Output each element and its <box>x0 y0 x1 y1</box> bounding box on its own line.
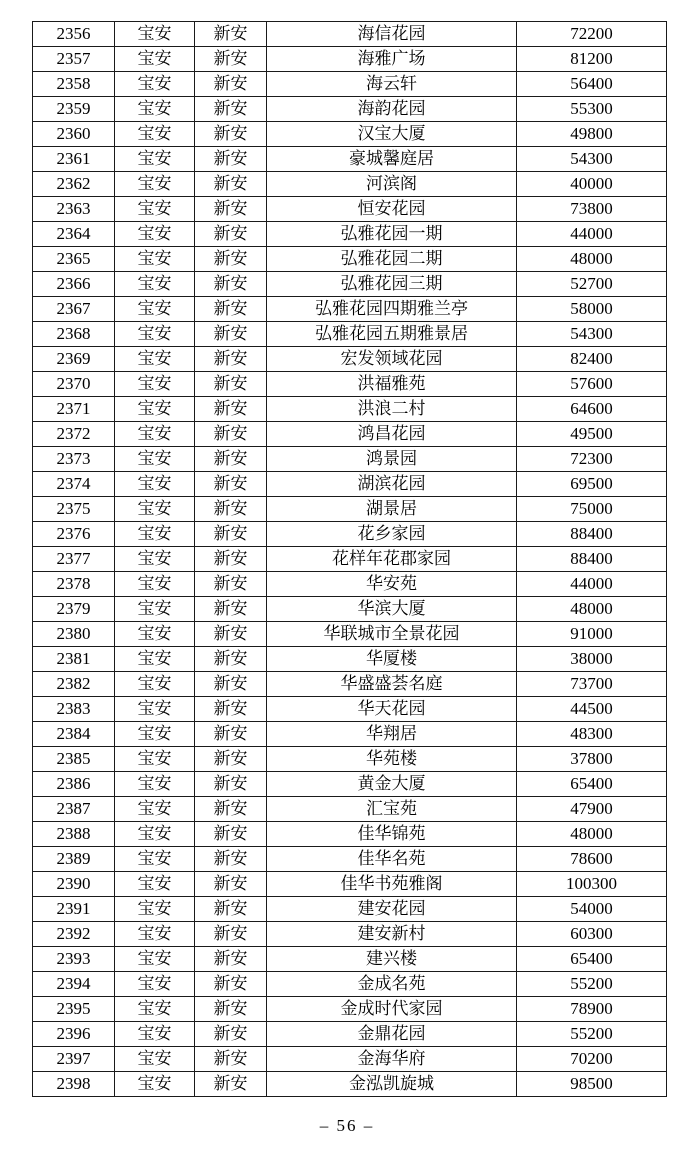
cell-street: 新安 <box>195 22 267 47</box>
cell-street: 新安 <box>195 497 267 522</box>
cell-street: 新安 <box>195 722 267 747</box>
cell-price: 78600 <box>517 847 667 872</box>
table-row <box>33 447 667 472</box>
cell-project-name: 华翔居 <box>267 722 517 747</box>
cell-project-name: 华安苑 <box>267 572 517 597</box>
cell-district: 宝安 <box>115 472 195 497</box>
cell-street: 新安 <box>195 172 267 197</box>
cell-price: 65400 <box>517 772 667 797</box>
cell-district: 宝安 <box>115 372 195 397</box>
cell-street: 新安 <box>195 97 267 122</box>
table-row <box>33 397 667 422</box>
cell-project-name: 河滨阁 <box>267 172 517 197</box>
cell-serial-number: 2372 <box>33 422 115 447</box>
cell-serial-number: 2365 <box>33 247 115 272</box>
cell-street: 新安 <box>195 897 267 922</box>
cell-price: 48300 <box>517 722 667 747</box>
cell-district: 宝安 <box>115 747 195 772</box>
cell-street: 新安 <box>195 197 267 222</box>
cell-serial-number: 2388 <box>33 822 115 847</box>
cell-price: 69500 <box>517 472 667 497</box>
cell-serial-number: 2377 <box>33 547 115 572</box>
cell-district: 宝安 <box>115 897 195 922</box>
cell-project-name: 宏发领域花园 <box>267 347 517 372</box>
cell-street: 新安 <box>195 322 267 347</box>
cell-serial-number: 2370 <box>33 372 115 397</box>
cell-serial-number: 2363 <box>33 197 115 222</box>
cell-serial-number: 2397 <box>33 1047 115 1072</box>
table-row <box>33 872 667 897</box>
table-row <box>33 797 667 822</box>
cell-price: 73700 <box>517 672 667 697</box>
cell-street: 新安 <box>195 347 267 372</box>
cell-serial-number: 2359 <box>33 97 115 122</box>
cell-price: 48000 <box>517 822 667 847</box>
cell-project-name: 汉宝大厦 <box>267 122 517 147</box>
cell-street: 新安 <box>195 122 267 147</box>
cell-district: 宝安 <box>115 447 195 472</box>
table-row <box>33 272 667 297</box>
cell-price: 88400 <box>517 522 667 547</box>
cell-district: 宝安 <box>115 172 195 197</box>
table-row <box>33 922 667 947</box>
cell-street: 新安 <box>195 922 267 947</box>
cell-price: 60300 <box>517 922 667 947</box>
cell-district: 宝安 <box>115 297 195 322</box>
cell-street: 新安 <box>195 797 267 822</box>
cell-district: 宝安 <box>115 397 195 422</box>
cell-serial-number: 2356 <box>33 22 115 47</box>
cell-district: 宝安 <box>115 272 195 297</box>
cell-project-name: 佳华书苑雅阁 <box>267 872 517 897</box>
cell-project-name: 洪浪二村 <box>267 397 517 422</box>
cell-district: 宝安 <box>115 47 195 72</box>
cell-serial-number: 2380 <box>33 622 115 647</box>
cell-district: 宝安 <box>115 572 195 597</box>
table-row <box>33 497 667 522</box>
table-row <box>33 972 667 997</box>
cell-project-name: 湖滨花园 <box>267 472 517 497</box>
cell-district: 宝安 <box>115 797 195 822</box>
cell-project-name: 花乡家园 <box>267 522 517 547</box>
table-row <box>33 622 667 647</box>
table-row <box>33 672 667 697</box>
cell-project-name: 弘雅花园四期雅兰亭 <box>267 297 517 322</box>
cell-serial-number: 2357 <box>33 47 115 72</box>
cell-project-name: 花样年花郡家园 <box>267 547 517 572</box>
cell-serial-number: 2394 <box>33 972 115 997</box>
cell-project-name: 黄金大厦 <box>267 772 517 797</box>
cell-project-name: 金泓凯旋城 <box>267 1072 517 1097</box>
cell-project-name: 建兴楼 <box>267 947 517 972</box>
cell-serial-number: 2391 <box>33 897 115 922</box>
cell-street: 新安 <box>195 272 267 297</box>
cell-street: 新安 <box>195 72 267 97</box>
cell-district: 宝安 <box>115 197 195 222</box>
cell-street: 新安 <box>195 397 267 422</box>
cell-project-name: 恒安花园 <box>267 197 517 222</box>
cell-street: 新安 <box>195 947 267 972</box>
table-row <box>33 122 667 147</box>
cell-district: 宝安 <box>115 672 195 697</box>
cell-district: 宝安 <box>115 547 195 572</box>
cell-price: 49500 <box>517 422 667 447</box>
table-row <box>33 947 667 972</box>
cell-district: 宝安 <box>115 247 195 272</box>
table-row <box>33 347 667 372</box>
cell-serial-number: 2375 <box>33 497 115 522</box>
cell-district: 宝安 <box>115 147 195 172</box>
cell-price: 54300 <box>517 147 667 172</box>
cell-project-name: 佳华名苑 <box>267 847 517 872</box>
cell-price: 57600 <box>517 372 667 397</box>
table-row <box>33 22 667 47</box>
cell-price: 54000 <box>517 897 667 922</box>
cell-serial-number: 2387 <box>33 797 115 822</box>
cell-serial-number: 2398 <box>33 1072 115 1097</box>
cell-street: 新安 <box>195 222 267 247</box>
cell-project-name: 弘雅花园一期 <box>267 222 517 247</box>
cell-project-name: 华滨大厦 <box>267 597 517 622</box>
cell-price: 54300 <box>517 322 667 347</box>
price-table-body <box>33 22 667 1097</box>
cell-price: 37800 <box>517 747 667 772</box>
table-row <box>33 572 667 597</box>
cell-price: 72300 <box>517 447 667 472</box>
cell-district: 宝安 <box>115 597 195 622</box>
cell-street: 新安 <box>195 297 267 322</box>
cell-street: 新安 <box>195 147 267 172</box>
cell-district: 宝安 <box>115 347 195 372</box>
cell-street: 新安 <box>195 447 267 472</box>
cell-district: 宝安 <box>115 622 195 647</box>
cell-district: 宝安 <box>115 72 195 97</box>
cell-project-name: 鸿景园 <box>267 447 517 472</box>
cell-project-name: 华盛盛荟名庭 <box>267 672 517 697</box>
cell-street: 新安 <box>195 597 267 622</box>
cell-district: 宝安 <box>115 122 195 147</box>
table-row <box>33 247 667 272</box>
cell-price: 48000 <box>517 247 667 272</box>
cell-street: 新安 <box>195 872 267 897</box>
table-row <box>33 72 667 97</box>
table-row <box>33 522 667 547</box>
cell-district: 宝安 <box>115 722 195 747</box>
cell-street: 新安 <box>195 522 267 547</box>
cell-serial-number: 2386 <box>33 772 115 797</box>
cell-street: 新安 <box>195 972 267 997</box>
cell-price: 48000 <box>517 597 667 622</box>
cell-street: 新安 <box>195 772 267 797</box>
cell-street: 新安 <box>195 372 267 397</box>
table-row <box>33 1022 667 1047</box>
cell-street: 新安 <box>195 472 267 497</box>
cell-serial-number: 2364 <box>33 222 115 247</box>
cell-street: 新安 <box>195 747 267 772</box>
cell-serial-number: 2374 <box>33 472 115 497</box>
cell-project-name: 弘雅花园五期雅景居 <box>267 322 517 347</box>
cell-street: 新安 <box>195 672 267 697</box>
cell-district: 宝安 <box>115 697 195 722</box>
cell-district: 宝安 <box>115 972 195 997</box>
cell-serial-number: 2358 <box>33 72 115 97</box>
cell-serial-number: 2389 <box>33 847 115 872</box>
table-row <box>33 297 667 322</box>
cell-district: 宝安 <box>115 1072 195 1097</box>
cell-price: 72200 <box>517 22 667 47</box>
cell-street: 新安 <box>195 1047 267 1072</box>
cell-price: 70200 <box>517 1047 667 1072</box>
cell-serial-number: 2361 <box>33 147 115 172</box>
cell-serial-number: 2379 <box>33 597 115 622</box>
cell-price: 65400 <box>517 947 667 972</box>
table-row <box>33 847 667 872</box>
table-row <box>33 172 667 197</box>
cell-price: 38000 <box>517 647 667 672</box>
cell-project-name: 华厦楼 <box>267 647 517 672</box>
cell-project-name: 海信花园 <box>267 22 517 47</box>
cell-district: 宝安 <box>115 1022 195 1047</box>
cell-district: 宝安 <box>115 772 195 797</box>
cell-district: 宝安 <box>115 647 195 672</box>
cell-district: 宝安 <box>115 922 195 947</box>
cell-serial-number: 2373 <box>33 447 115 472</box>
cell-project-name: 海雅广场 <box>267 47 517 72</box>
table-row <box>33 197 667 222</box>
table-row <box>33 647 667 672</box>
cell-project-name: 弘雅花园三期 <box>267 272 517 297</box>
cell-serial-number: 2381 <box>33 647 115 672</box>
cell-price: 44000 <box>517 572 667 597</box>
table-row <box>33 722 667 747</box>
cell-price: 56400 <box>517 72 667 97</box>
cell-project-name: 金海华府 <box>267 1047 517 1072</box>
cell-serial-number: 2368 <box>33 322 115 347</box>
cell-project-name: 弘雅花园二期 <box>267 247 517 272</box>
cell-street: 新安 <box>195 47 267 72</box>
cell-serial-number: 2382 <box>33 672 115 697</box>
cell-project-name: 建安新村 <box>267 922 517 947</box>
cell-street: 新安 <box>195 422 267 447</box>
cell-district: 宝安 <box>115 872 195 897</box>
cell-price: 73800 <box>517 197 667 222</box>
cell-price: 52700 <box>517 272 667 297</box>
cell-district: 宝安 <box>115 222 195 247</box>
page-number: – 56 – <box>319 1116 375 1135</box>
cell-project-name: 佳华锦苑 <box>267 822 517 847</box>
cell-street: 新安 <box>195 547 267 572</box>
cell-serial-number: 2384 <box>33 722 115 747</box>
cell-street: 新安 <box>195 697 267 722</box>
cell-project-name: 华联城市全景花园 <box>267 622 517 647</box>
cell-serial-number: 2390 <box>33 872 115 897</box>
cell-serial-number: 2393 <box>33 947 115 972</box>
cell-price: 44500 <box>517 697 667 722</box>
cell-serial-number: 2366 <box>33 272 115 297</box>
table-row <box>33 897 667 922</box>
cell-price: 100300 <box>517 872 667 897</box>
cell-district: 宝安 <box>115 522 195 547</box>
cell-price: 47900 <box>517 797 667 822</box>
cell-serial-number: 2362 <box>33 172 115 197</box>
cell-price: 55200 <box>517 972 667 997</box>
cell-price: 81200 <box>517 47 667 72</box>
table-row <box>33 222 667 247</box>
table-row <box>33 747 667 772</box>
cell-price: 64600 <box>517 397 667 422</box>
table-row <box>33 97 667 122</box>
cell-serial-number: 2396 <box>33 1022 115 1047</box>
cell-price: 98500 <box>517 1072 667 1097</box>
table-row <box>33 697 667 722</box>
cell-serial-number: 2376 <box>33 522 115 547</box>
cell-district: 宝安 <box>115 1047 195 1072</box>
cell-district: 宝安 <box>115 947 195 972</box>
table-row <box>33 322 667 347</box>
cell-project-name: 鸿昌花园 <box>267 422 517 447</box>
cell-project-name: 金鼎花园 <box>267 1022 517 1047</box>
cell-serial-number: 2395 <box>33 997 115 1022</box>
cell-project-name: 华天花园 <box>267 697 517 722</box>
cell-price: 88400 <box>517 547 667 572</box>
cell-price: 55300 <box>517 97 667 122</box>
cell-project-name: 建安花园 <box>267 897 517 922</box>
table-row <box>33 372 667 397</box>
cell-serial-number: 2367 <box>33 297 115 322</box>
cell-street: 新安 <box>195 622 267 647</box>
cell-street: 新安 <box>195 997 267 1022</box>
table-row <box>33 1047 667 1072</box>
cell-district: 宝安 <box>115 322 195 347</box>
cell-street: 新安 <box>195 1072 267 1097</box>
table-row <box>33 772 667 797</box>
price-table <box>32 21 667 1097</box>
table-row <box>33 547 667 572</box>
cell-district: 宝安 <box>115 997 195 1022</box>
cell-district: 宝安 <box>115 97 195 122</box>
cell-serial-number: 2383 <box>33 697 115 722</box>
cell-price: 55200 <box>517 1022 667 1047</box>
table-row <box>33 1072 667 1097</box>
cell-district: 宝安 <box>115 822 195 847</box>
cell-price: 58000 <box>517 297 667 322</box>
cell-project-name: 汇宝苑 <box>267 797 517 822</box>
cell-district: 宝安 <box>115 22 195 47</box>
table-row <box>33 47 667 72</box>
cell-price: 44000 <box>517 222 667 247</box>
cell-serial-number: 2360 <box>33 122 115 147</box>
cell-street: 新安 <box>195 1022 267 1047</box>
cell-district: 宝安 <box>115 847 195 872</box>
cell-project-name: 金成名苑 <box>267 972 517 997</box>
cell-serial-number: 2392 <box>33 922 115 947</box>
table-row <box>33 472 667 497</box>
cell-street: 新安 <box>195 572 267 597</box>
table-row <box>33 997 667 1022</box>
cell-project-name: 洪福雅苑 <box>267 372 517 397</box>
cell-project-name: 海韵花园 <box>267 97 517 122</box>
cell-street: 新安 <box>195 847 267 872</box>
cell-price: 78900 <box>517 997 667 1022</box>
table-row <box>33 422 667 447</box>
cell-price: 49800 <box>517 122 667 147</box>
cell-price: 82400 <box>517 347 667 372</box>
cell-project-name: 金成时代家园 <box>267 997 517 1022</box>
table-row <box>33 822 667 847</box>
cell-price: 91000 <box>517 622 667 647</box>
cell-price: 75000 <box>517 497 667 522</box>
table-row <box>33 597 667 622</box>
cell-project-name: 豪城馨庭居 <box>267 147 517 172</box>
cell-serial-number: 2371 <box>33 397 115 422</box>
cell-serial-number: 2369 <box>33 347 115 372</box>
cell-serial-number: 2385 <box>33 747 115 772</box>
cell-price: 40000 <box>517 172 667 197</box>
cell-project-name: 海云轩 <box>267 72 517 97</box>
cell-street: 新安 <box>195 247 267 272</box>
cell-project-name: 华苑楼 <box>267 747 517 772</box>
table-row <box>33 147 667 172</box>
cell-street: 新安 <box>195 647 267 672</box>
cell-district: 宝安 <box>115 422 195 447</box>
cell-project-name: 湖景居 <box>267 497 517 522</box>
cell-district: 宝安 <box>115 497 195 522</box>
cell-street: 新安 <box>195 822 267 847</box>
cell-serial-number: 2378 <box>33 572 115 597</box>
